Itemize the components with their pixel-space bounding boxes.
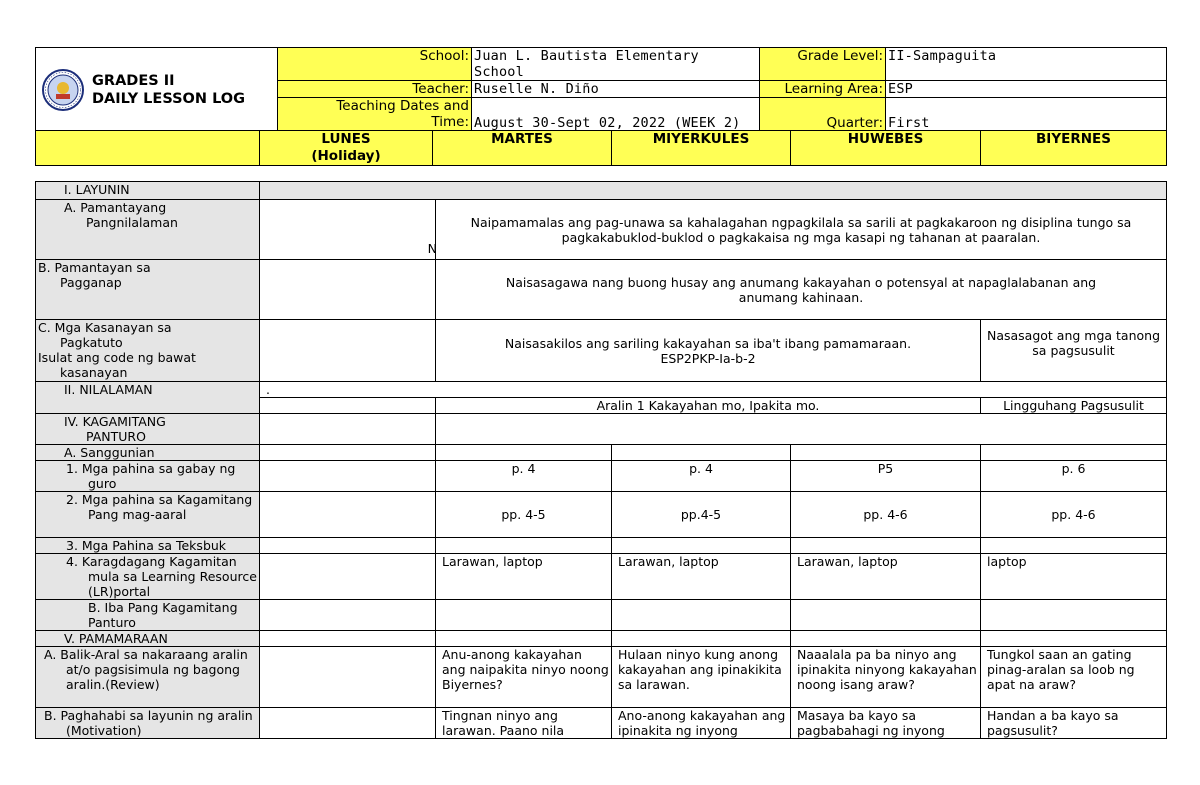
- ba-thu: Naaalala pa ba ninyo ang ipinakita ninyong kakayahan noong isang araw?: [791, 647, 981, 708]
- row-karagdagang-label: 4. Karagdagang Kagamitan mula sa Learning Resource (LR)portal: [36, 554, 260, 600]
- area-label: Learning Area:: [760, 81, 886, 98]
- pg-mon: [260, 708, 436, 739]
- teacher-value: Ruselle N. Diño: [472, 81, 760, 98]
- ba-fri: Tungkol saan an gating pinag-aralan sa loob ng apat na araw?: [981, 647, 1167, 708]
- nilalaman-dot: .: [260, 382, 1167, 398]
- iba-thu: [791, 600, 981, 631]
- day-wednesday: MIYERKULES: [612, 131, 791, 166]
- ba-tue: Anu-anong kakayahan ang naipakita ninyo noong Biyernes?: [436, 647, 612, 708]
- row-layunin-label: I. LAYUNIN: [36, 182, 260, 200]
- pamantayan-monday: [260, 260, 436, 320]
- row-teksbuk-label: 3. Mga Pahina sa Teksbuk: [36, 538, 260, 554]
- row-paghahabi-label: B. Paghahabi sa layunin ng aralin (Motivation): [36, 708, 260, 739]
- sanggunian-thu: [791, 445, 981, 461]
- kp-thu: pp. 4-6: [791, 492, 981, 538]
- kasanayan-friday: Nasasagot ang mga tanong sa pagsusulit: [981, 320, 1167, 382]
- kasanayan-line2: Pagkatuto: [60, 335, 123, 350]
- days-header-table: [35, 130, 1167, 166]
- gabay-thu: P5: [791, 461, 981, 492]
- gabay-fri: p. 6: [981, 461, 1167, 492]
- gabay-tue: p. 4: [436, 461, 612, 492]
- grade-value: II-Sampaguita: [886, 48, 1167, 81]
- pamantayang-text: Naipamamalas ang pag-unawa sa kahalagahan ngpagkilala sa sarili at pagkakaroon ng disiplina tungo sa pagkakabuklod-buklod o pagkakaisa ng mga kasapi ng tahanan at paaralan.: [436, 200, 1167, 260]
- gabay-mon: [260, 461, 436, 492]
- kasanayan-line1: C. Mga Kasanayan sa: [38, 320, 172, 335]
- school-value: Juan L. Bautista Elementary School: [472, 48, 760, 81]
- aralin-monday: [260, 398, 436, 414]
- row-balik-aral-label: A. Balik-Aral sa nakaraang aralin at/o pagsisimula ng bagong aralin.(Review): [36, 647, 260, 708]
- row-nilalaman-label: II. NILALAMAN: [36, 382, 260, 414]
- kp-wed: pp.4-5: [612, 492, 791, 538]
- kasanayan-text-line1: Naisasakilos ang sariling kakayahan sa iba't ibang pamamaraan.: [504, 335, 912, 351]
- sanggunian-fri: [981, 445, 1167, 461]
- teksbuk-thu: [791, 538, 981, 554]
- deped-seal-icon: [42, 69, 84, 111]
- pamamaraan-thu: [791, 631, 981, 647]
- grade-label: Grade Level:: [760, 48, 886, 81]
- kar-thu: Larawan, laptop: [791, 554, 981, 600]
- pamamaraan-wed: [612, 631, 791, 647]
- teacher-label: Teacher:: [278, 81, 472, 98]
- pg-thu: Masaya ba kayo sa pagbabahagi ng inyong: [791, 708, 981, 739]
- area-value: ESP: [886, 81, 1167, 98]
- row-iba-pang-label: B. Iba Pang Kagamitang Panturo: [36, 600, 260, 631]
- kagamitan-monday: [260, 414, 436, 445]
- kar-mon: [260, 554, 436, 600]
- kp-fri: pp. 4-6: [981, 492, 1167, 538]
- ba-wed: Hulaan ninyo kung anong kakayahan ang ipinakikita sa larawan.: [612, 647, 791, 708]
- aralin-title: Aralin 1 Kakayahan mo, Ipakita mo.: [436, 398, 981, 414]
- row-gabay-label: 1. Mga pahina sa gabay ng guro: [36, 461, 260, 492]
- day-friday: BIYERNES: [981, 131, 1167, 166]
- day-monday-label: LUNES: [321, 131, 371, 147]
- row-pamantayan-label: [36, 260, 260, 320]
- kp-mon: [260, 492, 436, 538]
- pamantayang-monday: [260, 200, 436, 260]
- pamantayang-line1: A. Pamantayang: [64, 200, 167, 215]
- kagamitan-line2: PANTURO: [86, 429, 146, 444]
- day-tuesday: MARTES: [433, 131, 612, 166]
- ba-mon: [260, 647, 436, 708]
- kp-tue: pp. 4-5: [436, 492, 612, 538]
- day-monday-note: (Holiday): [311, 148, 381, 164]
- kasanayan-text-code: ESP2PKP-Ia-b-2: [660, 350, 756, 366]
- pg-tue: Tingnan ninyo ang larawan. Paano nila: [436, 708, 612, 739]
- iba-mon: [260, 600, 436, 631]
- day-thursday: HUWEBES: [791, 131, 981, 166]
- school-label: School:: [278, 48, 472, 81]
- kagamitan-fill: [436, 414, 1167, 445]
- iba-fri: [981, 600, 1167, 631]
- kar-fri: laptop: [981, 554, 1167, 600]
- dates-label-line2: Time:: [431, 114, 469, 130]
- pamamaraan-mon: [260, 631, 436, 647]
- quarter-value: First: [886, 98, 1167, 132]
- title-block: [36, 48, 278, 132]
- row-pamamaraan-label: V. PAMAMARAAN: [36, 631, 260, 647]
- pamantayan-text: Naisasagawa nang buong husay ang anumang kakayahan o potensyal at napaglalabanan ang anumang kahinaan.: [436, 260, 1167, 320]
- pamamaraan-fri: [981, 631, 1167, 647]
- pg-wed: Ano-anong kakayahan ang ipinakita ng inyong: [612, 708, 791, 739]
- pamantayan-line2: Pagganap: [60, 275, 122, 290]
- pg-fri: Handan a ba kayo sa pagsusulit?: [981, 708, 1167, 739]
- pamantayan-line1: B. Pamantayan sa: [38, 260, 151, 275]
- kasanayan-line3: Isulat ang code ng bawat: [38, 350, 196, 365]
- quarter-label: Quarter:: [760, 98, 886, 132]
- gabay-wed: p. 4: [612, 461, 791, 492]
- iba-tue: [436, 600, 612, 631]
- sanggunian-wed: [612, 445, 791, 461]
- dates-value: August 30-Sept 02, 2022 (WEEK 2): [472, 98, 760, 132]
- lesson-log-table: [35, 181, 1167, 739]
- row-pamantayang-label: [36, 200, 260, 260]
- pamantayang-monday-n: N: [427, 241, 437, 256]
- row-sanggunian-label: A. Sanggunian: [36, 445, 260, 461]
- dates-label: [278, 98, 472, 132]
- kasanayan-line4: kasanayan: [60, 365, 128, 380]
- day-monday: [260, 131, 433, 166]
- kagamitan-line1: IV. KAGAMITANG: [64, 414, 166, 429]
- title-line-1: GRADES II: [92, 72, 175, 89]
- iba-wed: [612, 600, 791, 631]
- teksbuk-fri: [981, 538, 1167, 554]
- row-kasanayan-label: [36, 320, 260, 382]
- teksbuk-mon: [260, 538, 436, 554]
- teksbuk-tue: [436, 538, 612, 554]
- kar-tue: Larawan, laptop: [436, 554, 612, 600]
- sanggunian-tue: [436, 445, 612, 461]
- row-kagamitang-pang-label: 2. Mga pahina sa Kagamitang Pang mag-aaral: [36, 492, 260, 538]
- sanggunian-mon: [260, 445, 436, 461]
- kar-wed: Larawan, laptop: [612, 554, 791, 600]
- header-table: [35, 47, 1167, 132]
- row-kagamitan-label: [36, 414, 260, 445]
- pamamaraan-tue: [436, 631, 612, 647]
- title-line-2: DAILY LESSON LOG: [92, 90, 246, 107]
- aralin-friday: Lingguhang Pagsusulit: [981, 398, 1167, 414]
- dates-label-line1: Teaching Dates and: [336, 98, 469, 114]
- teksbuk-wed: [612, 538, 791, 554]
- row-layunin-fill: [260, 182, 1167, 200]
- kasanayan-text: [436, 320, 981, 382]
- kasanayan-monday: [260, 320, 436, 382]
- pamantayang-line2: Pangnilalaman: [86, 215, 178, 230]
- days-blank-cell: [36, 131, 260, 166]
